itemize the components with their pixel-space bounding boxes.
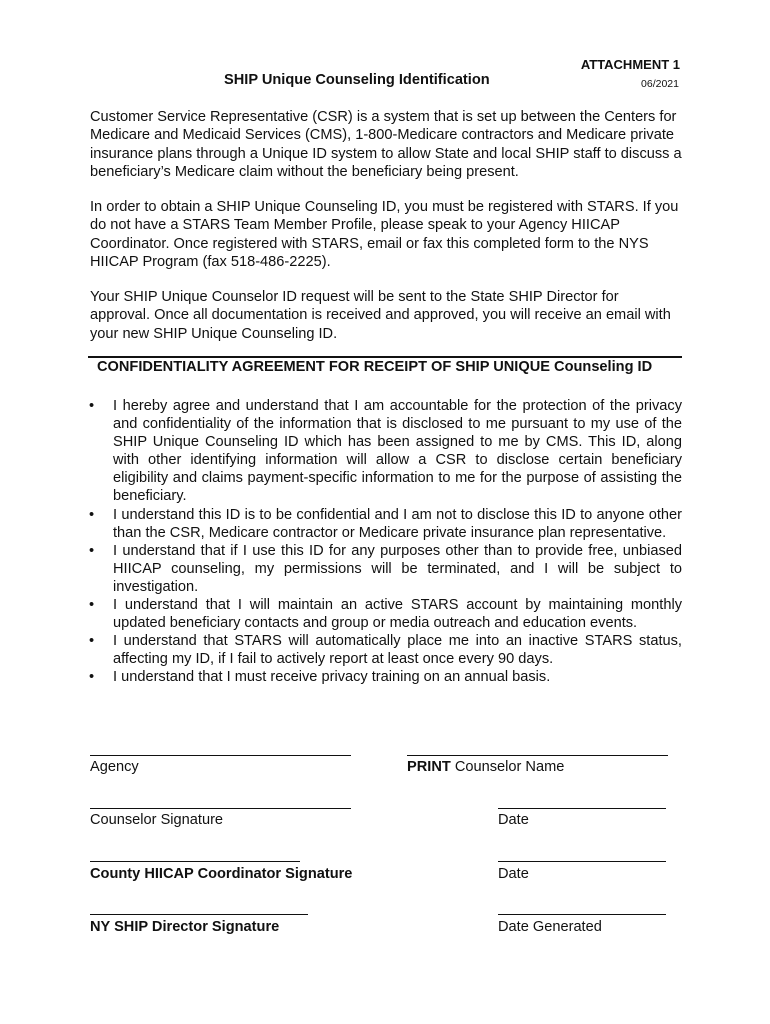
director-signature-field-line[interactable]: [90, 914, 308, 915]
revision-date: 06/2021: [641, 78, 679, 90]
list-item: [89, 668, 682, 686]
intro-paragraph-stars: In order to obtain a SHIP Unique Counseling ID, you must be registered with STARS. If you do not have a STARS Team Member Profile, please speak to your Agency HIICAP Coordinator. Once registered with STARS, email or fax this completed form to the NYS HIICAP Program (fax 518-486-2225).: [90, 199, 679, 271]
list-item-text: I understand that STARS will automatically place me into an inactive STARS status, affecting my ID, if I fail to actively report at least once every 90 days.: [113, 633, 682, 668]
counselor-name-label: [407, 759, 564, 775]
print-emphasis: PRINT: [407, 759, 451, 775]
intro-paragraph-approval: Your SHIP Unique Counselor ID request will be sent to the State SHIP Director for approval. Once all documentation is received and approved, you will receive an email with your new SHIP Unique Counseling ID.: [90, 289, 671, 342]
list-item-text: I hereby agree and understand that I am accountable for the protection of the privacy and confidentiality of the information that is disclosed to me pursuant to my use of the SHIP Unique Counseling ID which has been assigned to me by CMS. This ID, along with other identifying information will allow a CSR to disclose certain beneficiary eligibility and claims payment-specific information to me for the purpose of assisting the beneficiary.: [113, 398, 682, 505]
list-item: [89, 542, 682, 596]
confidentiality-heading: CONFIDENTIALITY AGREEMENT FOR RECEIPT OF SHIP UNIQUE Counseling ID: [97, 359, 653, 375]
counselor-name-text: Counselor Name: [450, 759, 565, 775]
agency-field-line[interactable]: [90, 755, 351, 756]
date-generated-field-line[interactable]: [498, 914, 666, 915]
list-item: [89, 596, 682, 632]
date-label: Date: [498, 812, 529, 828]
date-field-line[interactable]: [498, 808, 666, 809]
document-title: SHIP Unique Counseling Identification: [224, 72, 490, 88]
agreement-list: [89, 397, 682, 687]
attachment-label: ATTACHMENT 1: [580, 57, 680, 72]
coordinator-date-label: Date: [498, 866, 529, 882]
coordinator-signature-label: County HIICAP Coordinator Signature: [90, 866, 353, 882]
coordinator-date-field-line[interactable]: [498, 861, 666, 862]
section-divider: [88, 356, 682, 358]
date-generated-label: Date Generated: [498, 919, 602, 935]
list-item-text: I understand that if I use this ID for any purposes other than to provide free, unbiased HIICAP counseling, my permissions will be terminated, and I will be subject to investigation.: [113, 542, 682, 595]
bullet-icon: •: [89, 506, 95, 523]
agency-label: Agency: [90, 759, 139, 775]
list-item-text: I understand that I will maintain an active STARS account by maintaining monthly updated beneficiary contacts and group or media outreach and education events.: [113, 597, 682, 632]
bullet-icon: •: [89, 542, 95, 559]
list-item-text: I understand this ID is to be confidential and I am not to disclose this ID to anyone other than the CSR, Medicare contractor or Medicare private insurance plan representative.: [113, 506, 682, 541]
counselor-signature-label: Counselor Signature: [90, 812, 224, 828]
list-item: [89, 397, 682, 506]
counselor-name-field-line[interactable]: [407, 755, 668, 756]
director-signature-label: NY SHIP Director Signature: [90, 919, 280, 935]
bullet-icon: •: [89, 398, 95, 414]
list-item: [89, 632, 682, 668]
bullet-icon: •: [89, 669, 95, 686]
counselor-signature-field-line[interactable]: [90, 808, 351, 809]
list-item: [89, 506, 682, 542]
bullet-icon: •: [89, 597, 95, 614]
coordinator-signature-field-line[interactable]: [90, 861, 300, 862]
list-item-text: I understand that I must receive privacy training on an annual basis.: [113, 669, 551, 686]
intro-paragraph-csr: Customer Service Representative (CSR) is a system that is set up between the Centers for Medicare and Medicaid Services (CMS), 1-800-Medicare contractors and Medicare private insurance plans through a Unique ID system to allow State and local SHIP staff to discuss a beneficiary’s Medicare claim without the beneficiary being present.: [90, 109, 682, 181]
bullet-icon: •: [89, 633, 95, 650]
